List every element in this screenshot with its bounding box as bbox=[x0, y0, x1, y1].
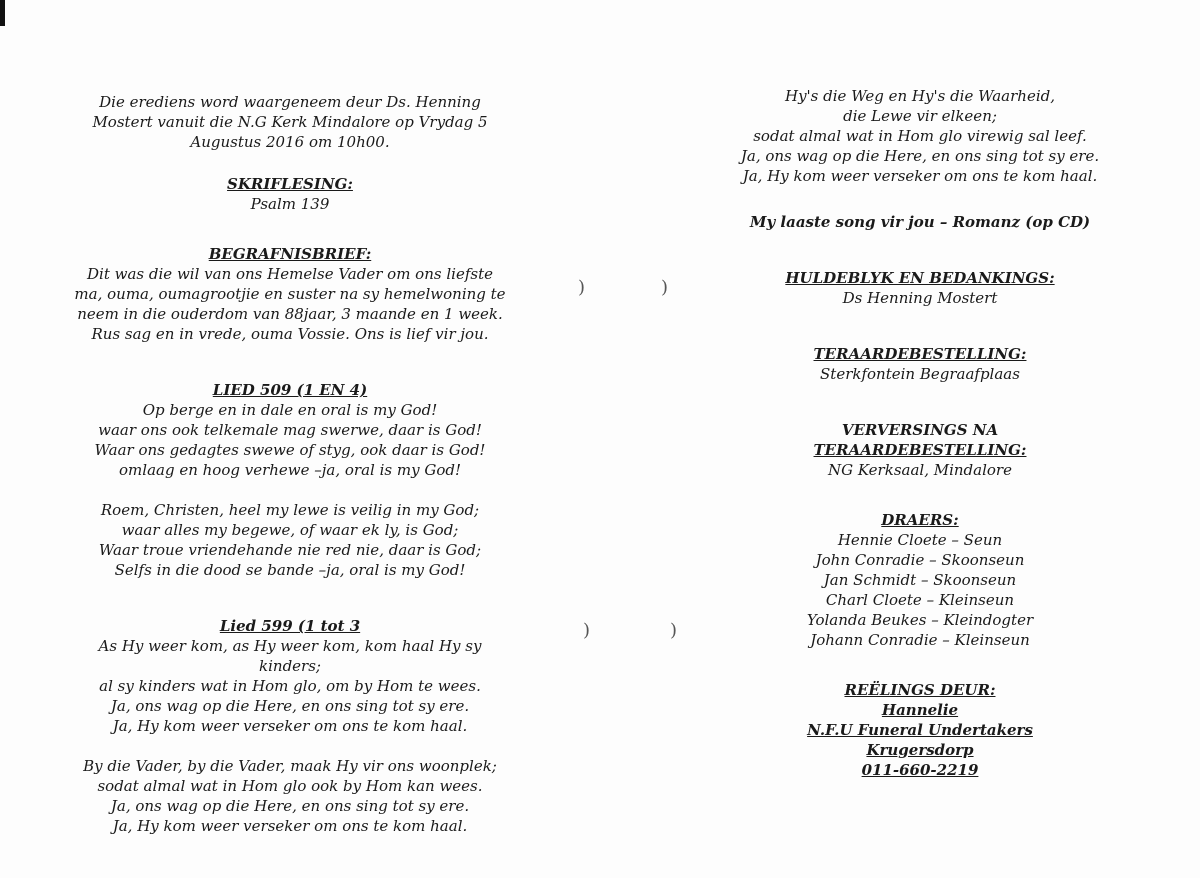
intro-line: Mostert vanuit die N.G Kerk Mindalore op Vrydag 5 bbox=[92, 113, 488, 131]
hymn-line: Ja, ons wag op die Here, en ons sing tot sy ere. bbox=[740, 147, 1100, 165]
arrangements-company: N.F.U Funeral Undertakers bbox=[807, 721, 1033, 739]
hymn-line: By die Vader, by die Vader, maak Hy vir ons woonplek; bbox=[83, 757, 497, 775]
letter-line: neem in die ouderdom van 88jaar, 3 maande en 1 week. bbox=[77, 305, 503, 323]
hymn-line: waar ons ook telkemale mag swerwe, daar is God! bbox=[98, 421, 482, 439]
right-page bbox=[680, 0, 1160, 780]
service-intro bbox=[50, 92, 530, 152]
hymn-line: Waar ons gedagtes swewe of styg, ook daar is God! bbox=[94, 441, 486, 459]
refreshments-heading: TERAARDEBESTELLING: bbox=[813, 441, 1027, 459]
hymn-line: Ja, Hy kom weer verseker om ons te kom haal. bbox=[112, 717, 468, 735]
song-title: My laaste song vir jou – Romanz (op CD) bbox=[749, 213, 1091, 231]
refreshments-heading: VERVERSINGS NA bbox=[841, 421, 999, 439]
hymn-line: Waar troue vriendehande nie red nie, daar is God; bbox=[98, 541, 482, 559]
letter-section bbox=[50, 244, 530, 344]
hymn-line: Roem, Christen, heel my lewe is veilig in my God; bbox=[100, 501, 480, 519]
bearer-name: Hennie Cloete – Seun bbox=[837, 531, 1003, 549]
hymn-line: Ja, Hy kom weer verseker om ons te kom haal. bbox=[742, 167, 1098, 185]
bearer-name: Jan Schmidt – Skoonseun bbox=[823, 571, 1017, 589]
hymn-line: Selfs in die dood se bande –ja, oral is my God! bbox=[114, 561, 466, 579]
scripture-text: Psalm 139 bbox=[250, 195, 330, 213]
bearers-heading: DRAERS: bbox=[881, 511, 959, 529]
hymn-line: sodat almal wat in Hom glo ook by Hom kan wees. bbox=[97, 777, 483, 795]
hymn-line: Hy's die Weg en Hy's die Waarheid, bbox=[785, 87, 1055, 105]
letter-heading: BEGRAFNISBRIEF: bbox=[208, 245, 372, 263]
hymn-line: Ja, ons wag op die Here, en ons sing tot sy ere. bbox=[110, 797, 470, 815]
arrangements-phone: 011-660-2219 bbox=[861, 761, 979, 779]
bearer-name: Johann Conradie – Kleinseun bbox=[810, 631, 1030, 649]
hymn-line: waar alles my begewe, of waar ek ly, is God; bbox=[121, 521, 459, 539]
hymn-599-section bbox=[50, 616, 530, 836]
fold-mark: ) bbox=[661, 277, 669, 298]
hymn-line: Ja, ons wag op die Here, en ons sing tot sy ere. bbox=[110, 697, 470, 715]
scripture-heading: SKRIFLESING: bbox=[227, 175, 353, 193]
bearer-name: Yolanda Beukes – Kleindogter bbox=[806, 611, 1034, 629]
arrangements-town: Krugersdorp bbox=[866, 741, 974, 759]
letter-line: Rus sag en in vrede, ouma Vossie. Ons is lief vir jou. bbox=[91, 325, 489, 343]
bearers-section bbox=[680, 510, 1160, 650]
hymn-line: Op berge en in dale en oral is my God! bbox=[142, 401, 438, 419]
letter-line: Dit was die wil van ons Hemelse Vader om ons liefste bbox=[87, 265, 493, 283]
tribute-section bbox=[680, 268, 1160, 308]
arrangements-contact: Hannelie bbox=[881, 701, 959, 719]
hymn-line: die Lewe vir elkeen; bbox=[843, 107, 997, 125]
tribute-heading: HULDEBLYK EN BEDANKINGS: bbox=[785, 269, 1055, 287]
letter-line: ma, ouma, oumagrootjie en suster na sy hemelwoning te bbox=[74, 285, 506, 303]
fold-mark: ) bbox=[670, 620, 678, 641]
fold-mark: ) bbox=[578, 277, 586, 298]
arrangements-section bbox=[680, 680, 1160, 780]
burial-text: Sterkfontein Begraafplaas bbox=[820, 365, 1020, 383]
hymn-line: sodat almal wat in Hom glo virewig sal leef. bbox=[753, 127, 1087, 145]
hymn-509-heading: LIED 509 (1 EN 4) bbox=[212, 381, 368, 399]
bearer-name: John Conradie – Skoonseun bbox=[815, 551, 1025, 569]
refreshments-section bbox=[680, 420, 1160, 480]
intro-line: Die erediens word waargeneem deur Ds. Henning bbox=[99, 93, 481, 111]
hymn-599-heading: Lied 599 (1 tot 3 bbox=[219, 617, 361, 635]
hymn-line: omlaag en hoog verhewe –ja, oral is my God! bbox=[119, 461, 461, 479]
bearer-name: Charl Cloete – Kleinseun bbox=[825, 591, 1015, 609]
hymn-599-verse-3 bbox=[680, 86, 1160, 186]
burial-heading: TERAARDEBESTELLING: bbox=[813, 345, 1027, 363]
fold-mark: ) bbox=[583, 620, 591, 641]
scan-edge-mark bbox=[0, 0, 5, 26]
left-page bbox=[50, 0, 530, 836]
hymn-line: al sy kinders wat in Hom glo, om by Hom te wees. bbox=[99, 677, 481, 695]
tribute-text: Ds Henning Mostert bbox=[842, 289, 998, 307]
arrangements-heading: REËLINGS DEUR: bbox=[844, 681, 996, 699]
scripture-section bbox=[50, 174, 530, 214]
burial-section bbox=[680, 344, 1160, 384]
refreshments-text: NG Kerksaal, Mindalore bbox=[828, 461, 1012, 479]
intro-line: Augustus 2016 om 10h00. bbox=[190, 133, 390, 151]
hymn-line: As Hy weer kom, as Hy weer kom, kom haal Hy sy bbox=[98, 637, 482, 655]
hymn-line: kinders; bbox=[259, 657, 321, 675]
hymn-line: Ja, Hy kom weer verseker om ons te kom haal. bbox=[112, 817, 468, 835]
hymn-509-section bbox=[50, 380, 530, 580]
